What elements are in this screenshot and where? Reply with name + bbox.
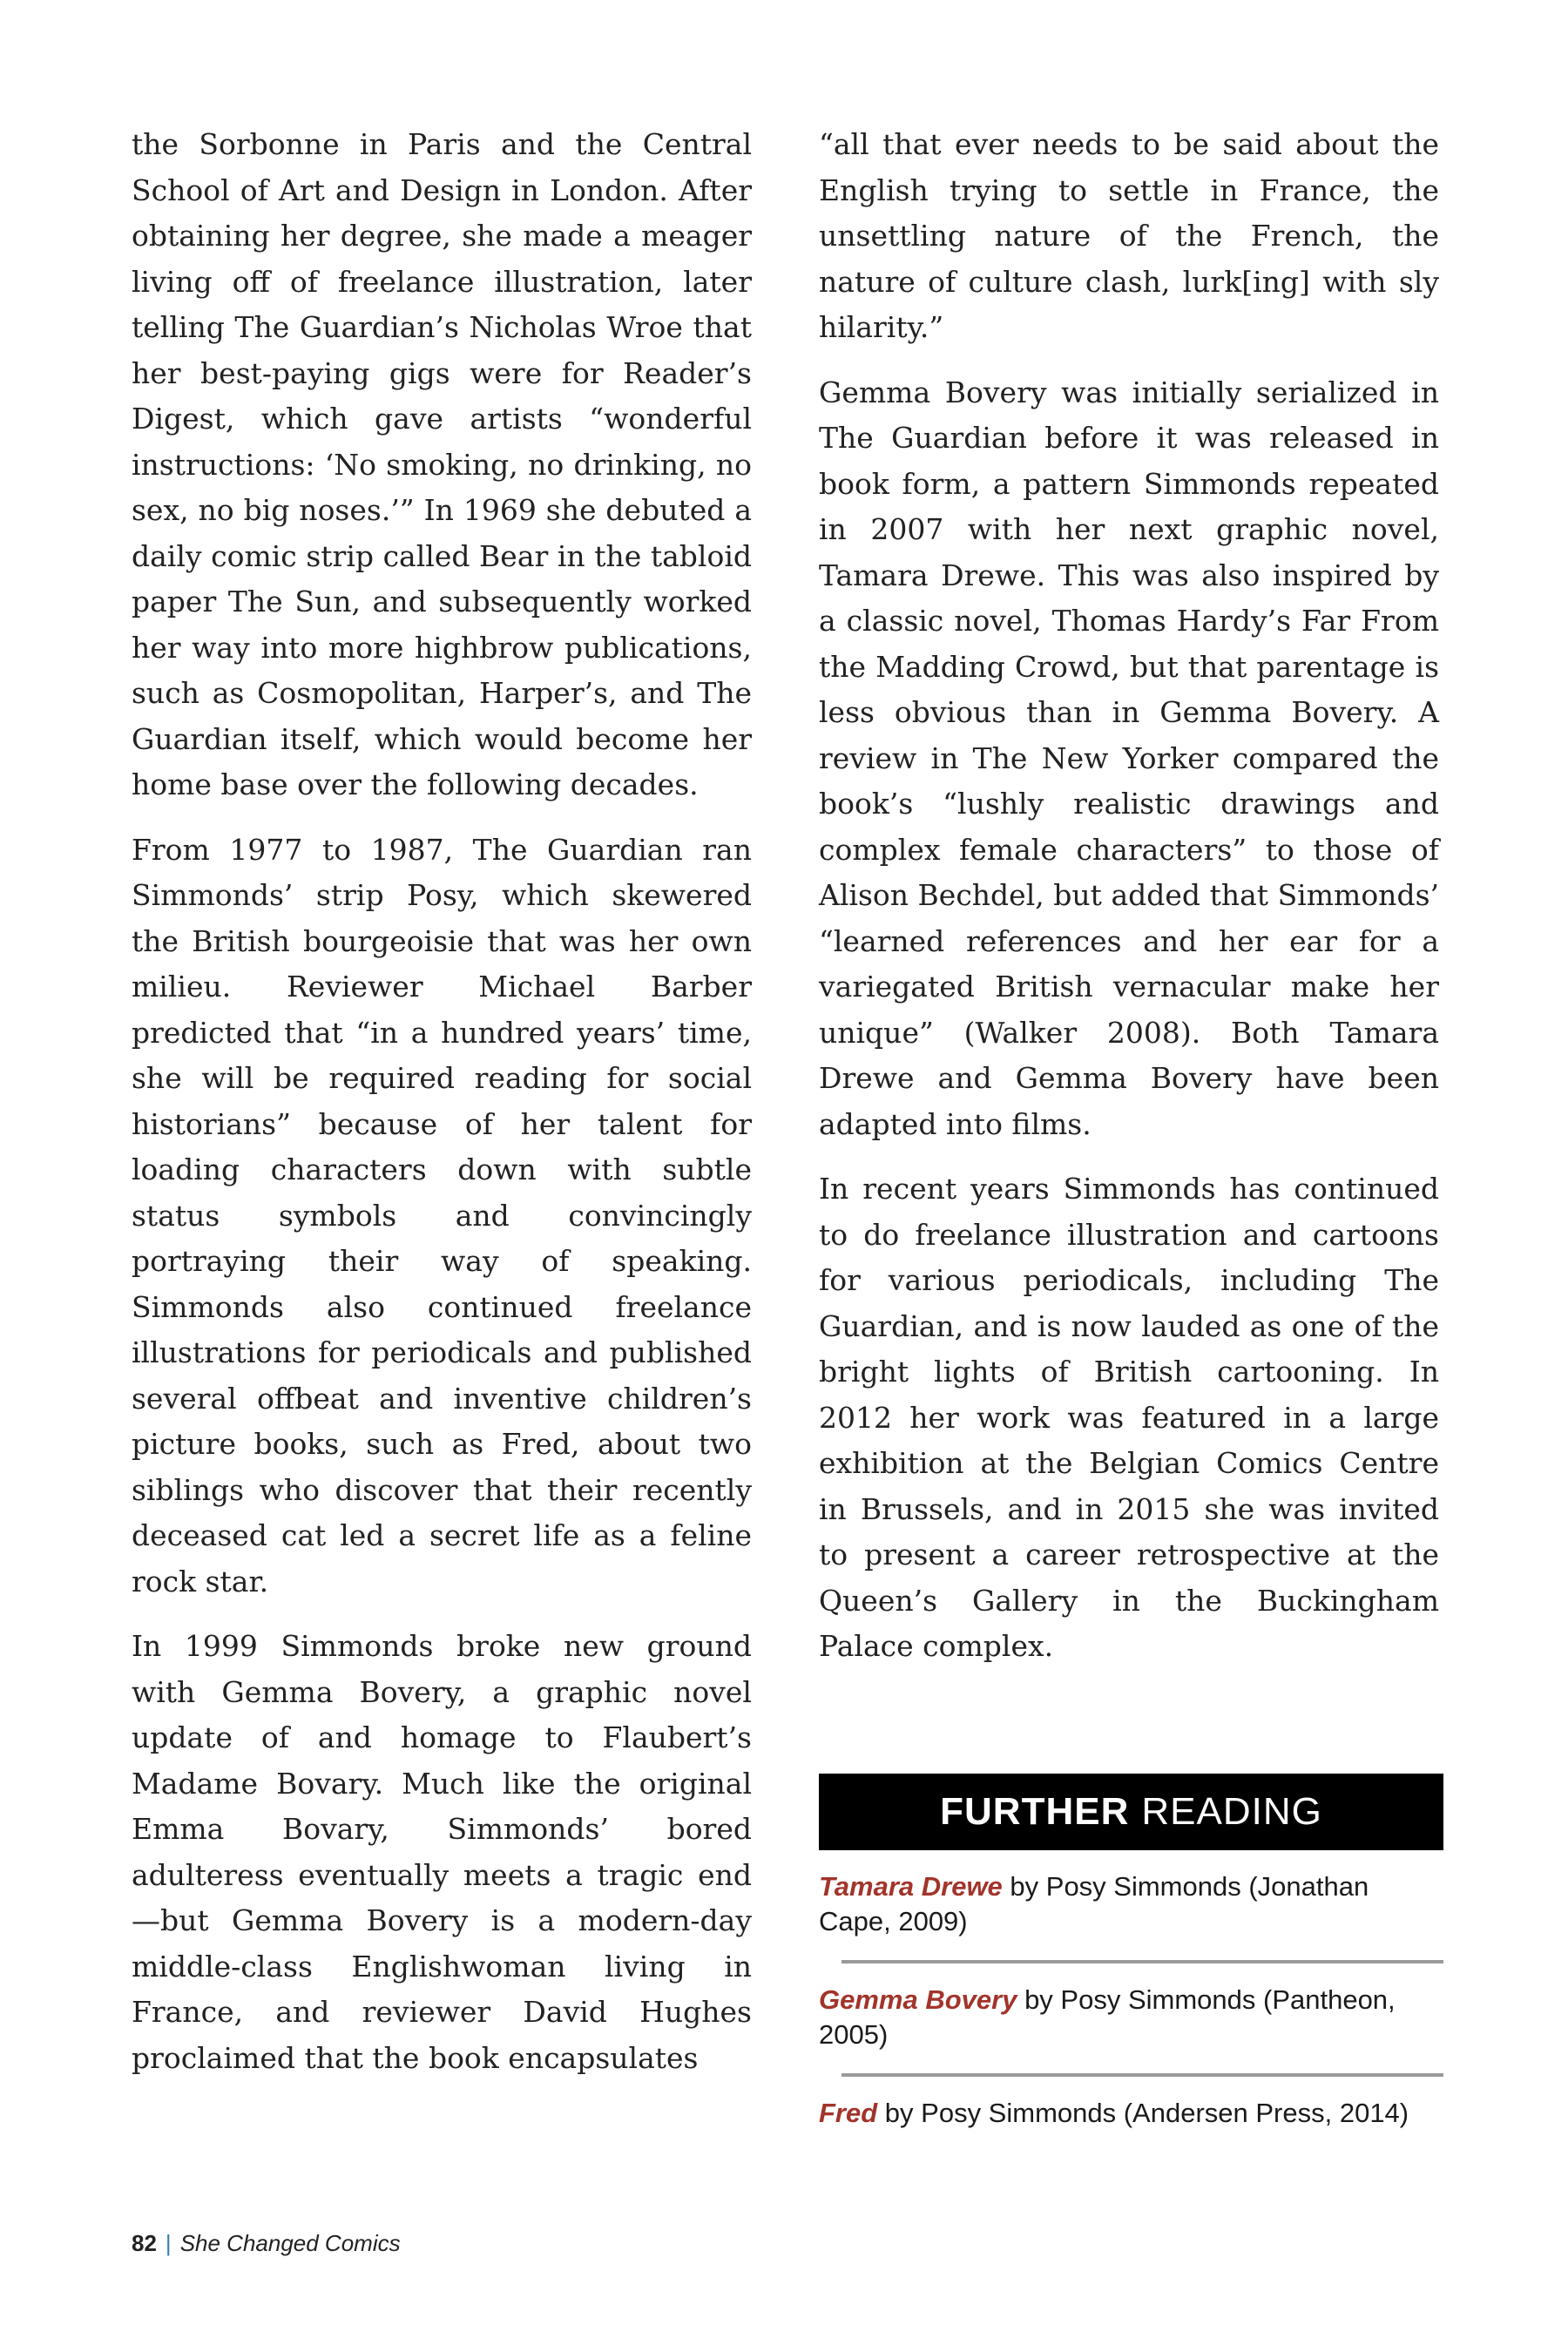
footer-separator: | — [165, 2230, 172, 2256]
further-reading-box — [819, 1774, 1443, 2152]
book-details: by Posy Simmonds (Pantheon, 2005) — [819, 1984, 1396, 2050]
right-text-column — [819, 122, 1439, 1670]
book-title: Tamara Drewe — [819, 1871, 1003, 1902]
paragraph: the Sorbonne in Paris and the Central School of Art and Design in London. After obtaining her degree, she made a meager living off of freelance illustration, later telling The Guardian’s Nicholas Wroe that her best-paying gigs were for Reader’s Digest, which gave artists “wonderful instructions: ‘No smoking, no drinking, no sex, no big noses.’” In 1969 she debuted a daily comic strip called Bear in the tabloid paper The Sun, and subsequently worked her way into more highbrow publications, such as Cosmopolitan, Harper’s, and The Guardian itself, which would become her home base over the following decades. — [132, 127, 752, 801]
book-title: Fred — [819, 2098, 878, 2128]
paragraph: “all that ever needs to be said about the English trying to settle in France, the unsettling nature of the French, the nature of culture clash, lurk[ing] with sly hilarity.” — [819, 127, 1439, 344]
book-details: by Posy Simmonds (Jonathan Cape, 2009) — [819, 1871, 1369, 1936]
page-number: 82 — [132, 2230, 157, 2256]
paragraph: From 1977 to 1987, The Guardian ran Simmonds’ strip Posy, which skewered the British bourgeoisie that was her own milieu. Reviewer Michael Barber predicted that “in a hundred years’ time, she will be required reading for social historians” because of her talent for loading characters down with subtle status symbols and convincingly portraying their way of speaking. Simmonds also continued freelance illustrations for periodicals and published several offbeat and inventive children’s picture books, such as Fred, about two siblings who discover that their recently deceased cat led a secret life as a feline rock star. — [132, 832, 752, 1598]
book-title: Gemma Bovery — [819, 1984, 1017, 2015]
heading-rest-word: READING — [1141, 1790, 1322, 1833]
list-item — [819, 2073, 1443, 2152]
paragraph: Gemma Bovery was initially serialized in The Guardian before it was released in book form, a pattern Simmonds repeated in 2007 with her next graphic novel, Tamara Drewe. This was also inspired by a classic novel, Thomas Hardy’s Far From the Madding Crowd, but that parentage is less obvious than in Gemma Bovery. A review in The New Yorker compared the book’s “lushly realistic drawings and complex female characters” to those of Alison Bechdel, but added that Simmonds’ “learned references and her ear for a variegated British vernacular make her unique” (Walker 2008). Both Tamara Drewe and Gemma Bovery have been adapted into films. — [819, 375, 1439, 1141]
heading-bold-word: FURTHER — [940, 1790, 1130, 1833]
paragraph: In recent years Simmonds has continued to do freelance illustration and cartoons for various periodicals, including The Guardian, and is now lauded as one of the bright lights of British cartooning. In 2012 her work was featured in a large exhibition at the Belgian Comics Centre in Brussels, and in 2015 she was invited to present a career retrospective at the Queen’s Gallery in the Buckingham Palace complex. — [819, 1172, 1439, 1663]
list-item — [819, 1850, 1443, 1960]
page-footer — [132, 2230, 401, 2257]
list-item — [819, 1960, 1443, 2073]
further-reading-list — [819, 1850, 1443, 2152]
running-title: She Changed Comics — [179, 2230, 401, 2256]
left-text-column — [132, 122, 752, 2081]
paragraph: In 1999 Simmonds broke new ground with Gemma Bovery, a graphic novel update of and homage to Flaubert’s Madame Bovary. Much like the original Emma Bovary, Simmonds’ bored adulteress eventually meets a tragic end—but Gemma Bovery is a modern-day middle-class Englishwoman living in France, and reviewer David Hughes proclaimed that the book encapsulates — [132, 1629, 752, 2075]
further-reading-heading — [819, 1774, 1443, 1850]
book-details: by Posy Simmonds (Andersen Press, 2014) — [877, 2098, 1409, 2128]
